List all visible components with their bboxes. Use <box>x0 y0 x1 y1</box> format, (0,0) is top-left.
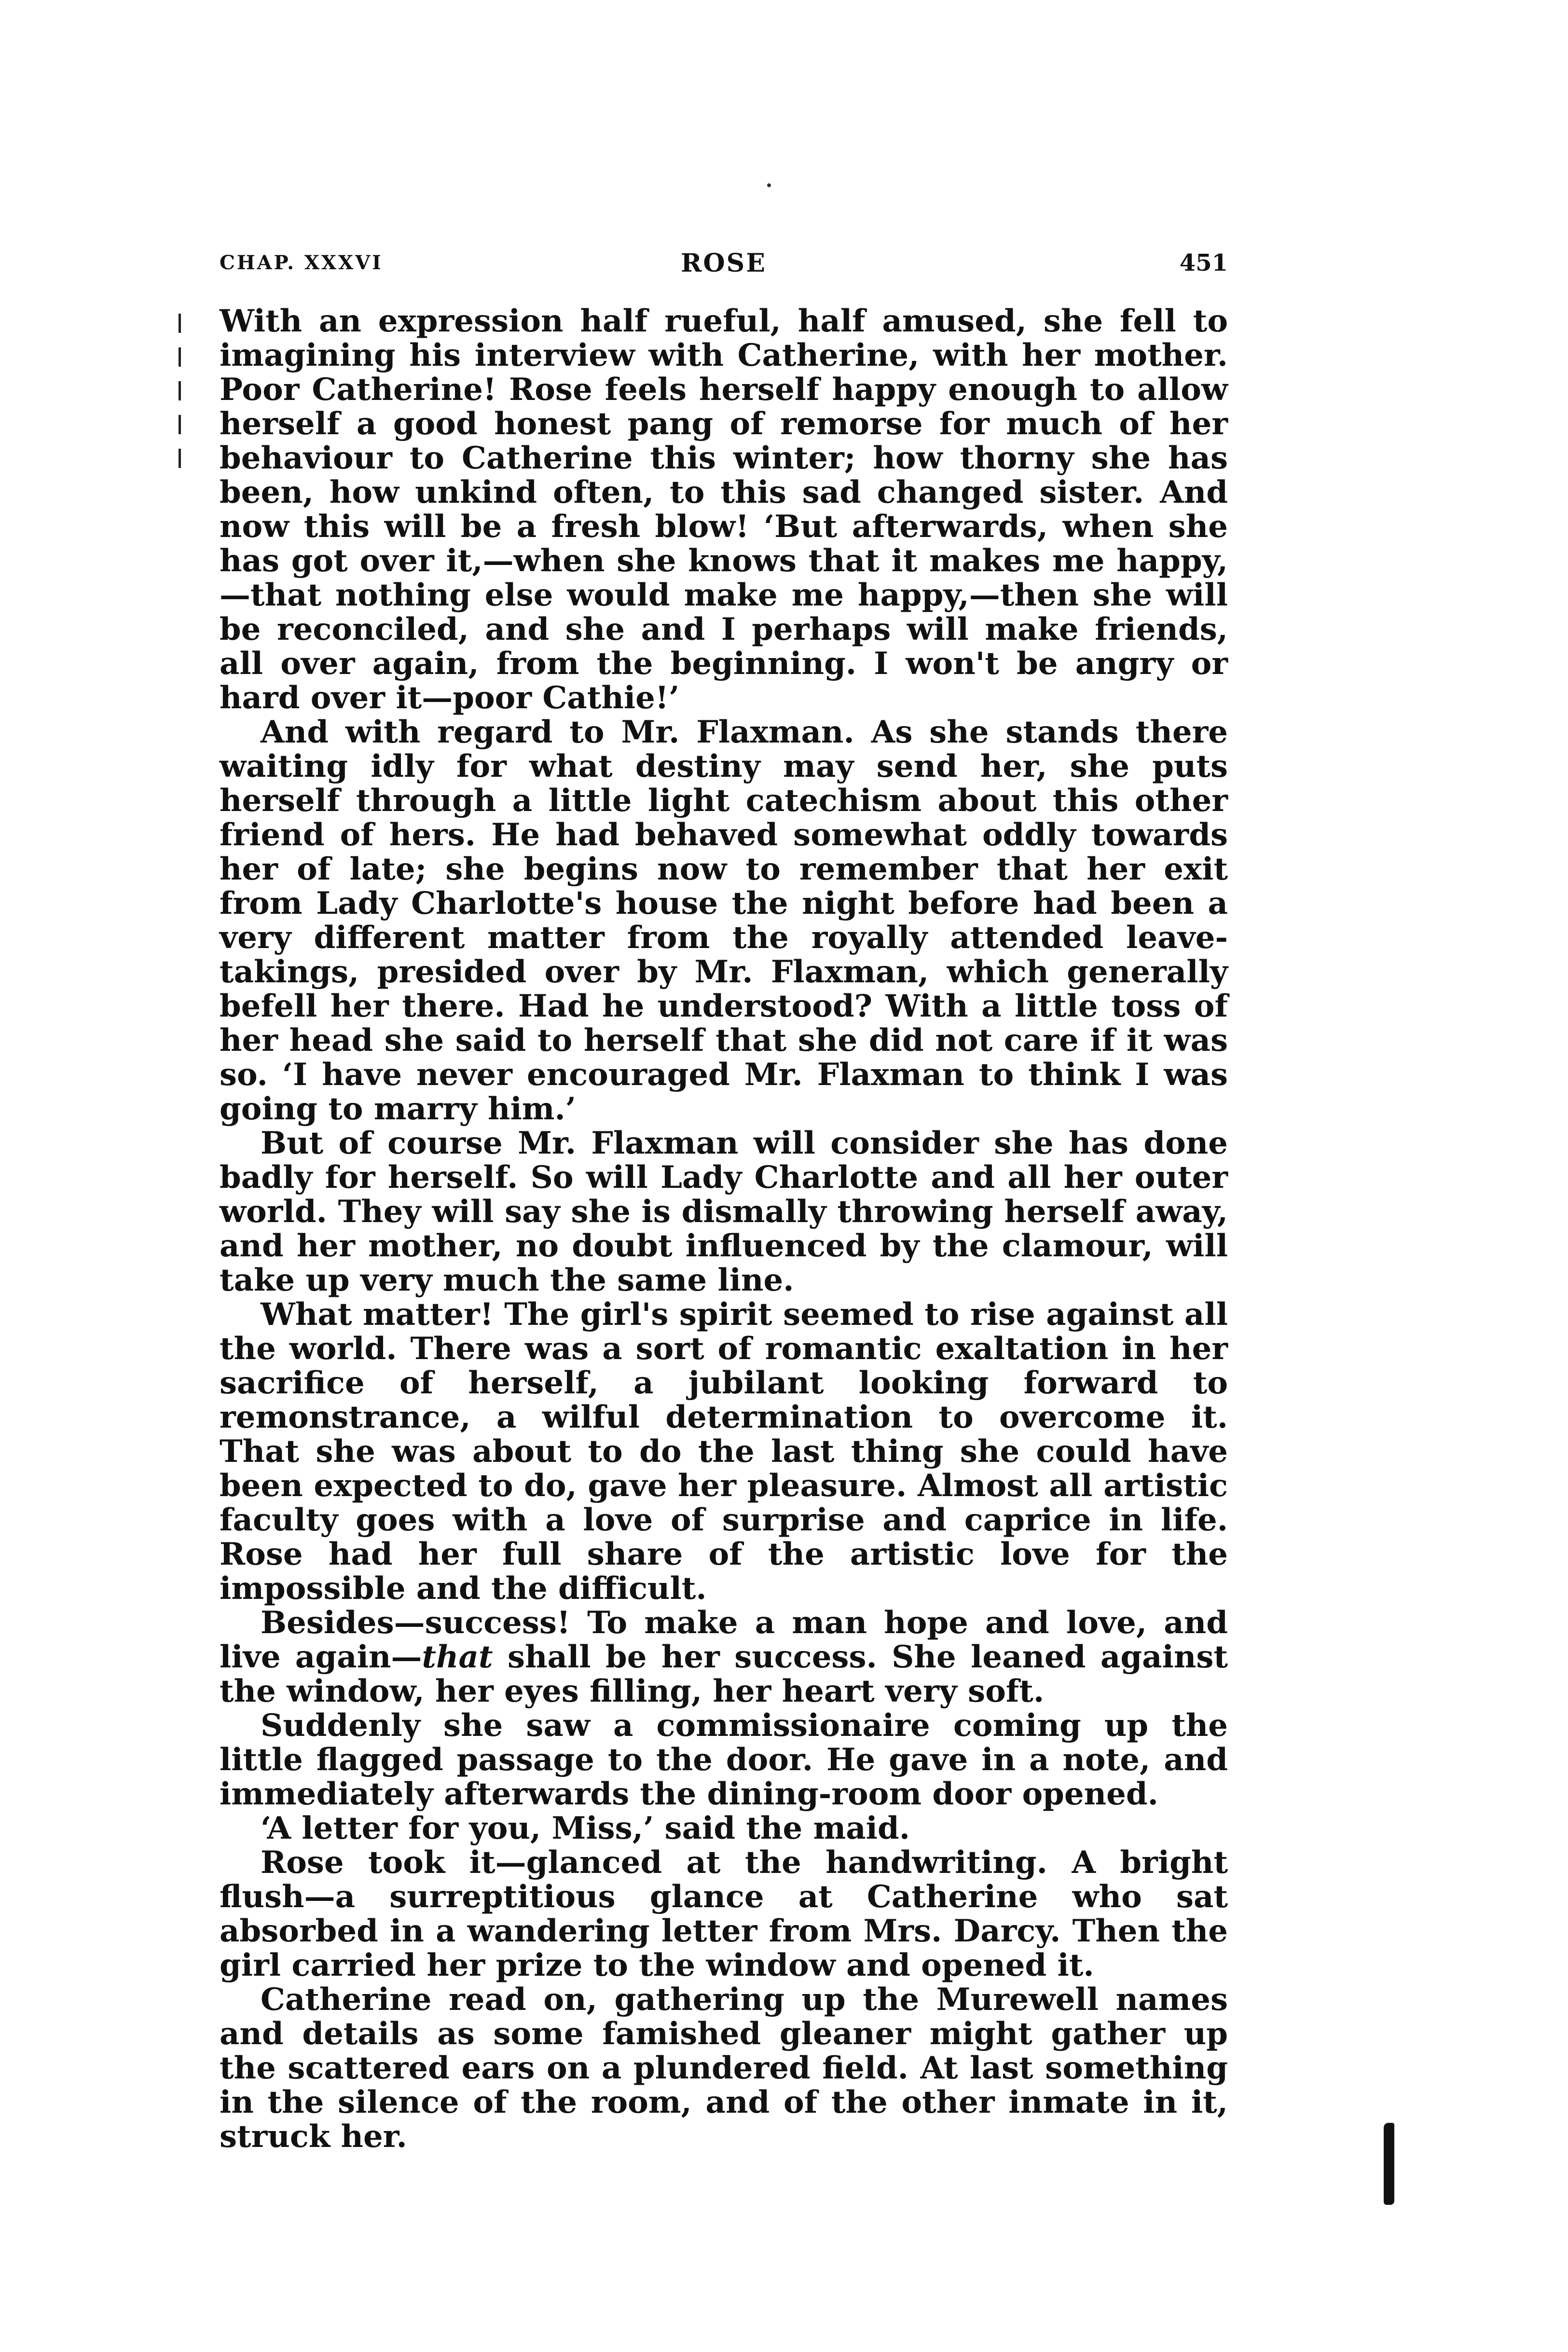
ink-mark <box>1384 2123 1394 2205</box>
italic-word: that <box>422 1639 493 1675</box>
running-header <box>220 248 1228 282</box>
chapter-label: CHAP. XXXVI <box>220 251 383 274</box>
paragraph: Catherine read on, gathering up the Murewell names and details as some famished gleaner might gather up the scattered ears on a plundered field. At last something in the silence of the room, and of the other inmate in it, struck her. <box>220 1981 1228 2155</box>
paragraph <box>220 1606 1228 1708</box>
paragraph: Rose took it—glanced at the handwriting. A bright flush—a surreptitious glance at Catherine who sat absorbed in a wandering letter from Mrs. Darcy. Then the girl carried her prize to the window and opened it. <box>220 1844 1228 1983</box>
paragraph-text: shall be her success. She leaned against the window, her eyes filling, her heart very soft. <box>220 1639 1228 1709</box>
paragraph: With an expression half rueful, half amused, she fell to imagining his interview with Catherine, with her mother. Poor Catherine! Rose feels herself happy enough to allow herself a good honest pang of remorse for much of her behaviour to Catherine this winter; how thorny she has been, how unkind often, to this sad changed sister. And now this will be a fresh blow! ‘But afterwards, when she has got over it,—when she knows that it makes me happy,—that nothing else would make me happy,—then she will be reconciled, and she and I perhaps will make friends, all over again, from the beginning. I won't be angry or hard over it—poor Cathie!’ <box>220 303 1228 716</box>
body-text <box>220 304 1228 2154</box>
paragraph-text: Besides—success! To make a man hope and love, and live again— <box>220 1605 1228 1675</box>
margin-marks <box>174 314 193 473</box>
page-number: 451 <box>1179 249 1228 276</box>
speck-mark <box>767 183 771 187</box>
running-title: ROSE <box>681 248 767 278</box>
paragraph: What matter! The girl's spirit seemed to rise against all the world. There was a sort of romantic exaltation in her sacrifice of herself, a jubilant looking forward to remonstrance, a wilful determination to overcome it. That she was about to do the last thing she could have been expected to do, gave her pleasure. Almost all artistic faculty goes with a love of surprise and caprice in life. Rose had her full share of the artistic love for the impossible and the difficult. <box>220 1296 1228 1607</box>
paragraph: And with regard to Mr. Flaxman. As she stands there waiting idly for what destiny may send her, she puts herself through a little light catechism about this other friend of hers. He had behaved somewhat oddly towards her of late; she begins now to remember that her exit from Lady Charlotte's house the night before had been a very different matter from the royally attended leave-takings, presided over by Mr. Flaxman, which generally befell her there. Had he understood? With a little toss of her head she said to herself that she did not care if it was so. ‘I have never encouraged Mr. Flaxman to think I was going to marry him.’ <box>220 714 1228 1127</box>
paragraph: Suddenly she saw a commissionaire coming up the little flagged passage to the door. He gave in a note, and immediately afterwards the dining-room door opened. <box>220 1707 1228 1812</box>
paragraph: But of course Mr. Flaxman will consider she has done badly for herself. So will Lady Charlotte and all her outer world. They will say she is dismally throwing herself away, and her mother, no doubt influenced by the clamour, will take up very much the same line. <box>220 1125 1228 1298</box>
paragraph: ‘A letter for you, Miss,’ said the maid. <box>261 1810 910 1846</box>
